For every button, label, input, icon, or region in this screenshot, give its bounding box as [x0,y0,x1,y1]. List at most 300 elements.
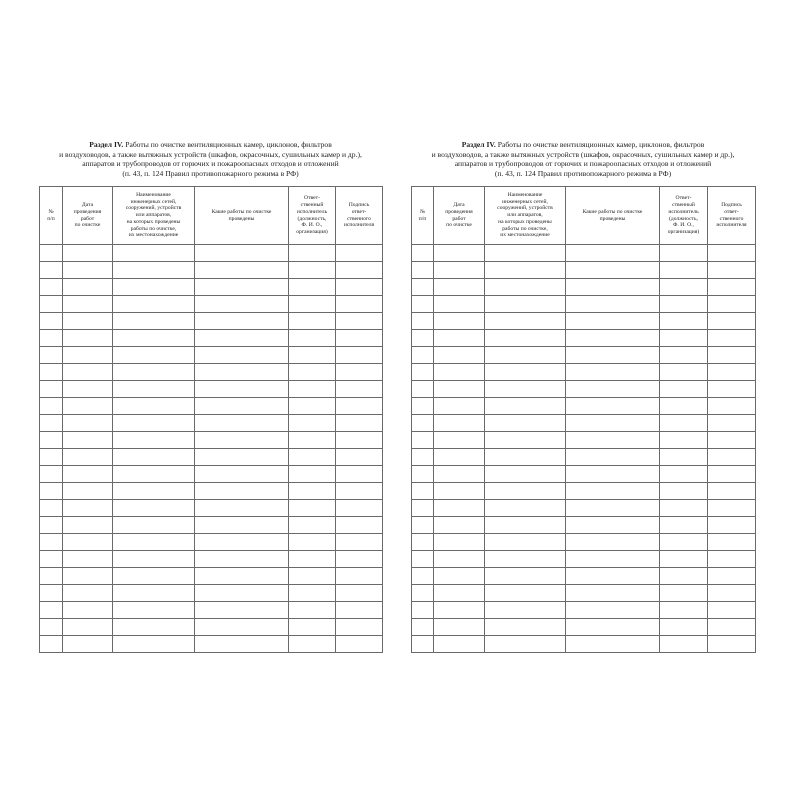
table-cell[interactable] [485,364,566,381]
table-cell[interactable] [485,432,566,449]
table-cell[interactable] [412,500,434,517]
table-cell[interactable] [195,364,289,381]
table-cell[interactable] [708,534,756,551]
table-cell[interactable] [660,381,708,398]
table-cell[interactable] [412,551,434,568]
table-cell[interactable] [63,636,113,653]
table-cell[interactable] [708,279,756,296]
table-cell[interactable] [289,245,336,262]
table-cell[interactable] [434,636,485,653]
table-cell[interactable] [412,364,434,381]
table-cell[interactable] [485,500,566,517]
table-cell[interactable] [434,245,485,262]
table-cell[interactable] [485,534,566,551]
table-cell[interactable] [113,364,195,381]
table-cell[interactable] [485,466,566,483]
table-cell[interactable] [708,415,756,432]
table-cell[interactable] [195,432,289,449]
table-cell[interactable] [40,602,63,619]
table-cell[interactable] [113,381,195,398]
table-cell[interactable] [412,619,434,636]
table-cell[interactable] [289,466,336,483]
table-cell[interactable] [195,500,289,517]
table-cell[interactable] [289,415,336,432]
table-cell[interactable] [485,381,566,398]
table-cell[interactable] [412,347,434,364]
table-cell[interactable] [40,534,63,551]
table-cell[interactable] [566,517,660,534]
table-cell[interactable] [566,534,660,551]
table-cell[interactable] [434,279,485,296]
table-cell[interactable] [485,636,566,653]
table-cell[interactable] [566,483,660,500]
table-cell[interactable] [566,619,660,636]
table-cell[interactable] [660,619,708,636]
table-cell[interactable] [63,296,113,313]
table-cell[interactable] [336,279,383,296]
table-cell[interactable] [566,466,660,483]
table-cell[interactable] [336,330,383,347]
table-row [412,245,756,262]
table-cell[interactable] [434,364,485,381]
table-cell[interactable] [660,330,708,347]
table-cell[interactable] [412,313,434,330]
table-cell[interactable] [566,347,660,364]
table-cell[interactable] [113,415,195,432]
table-cell[interactable] [195,534,289,551]
table-cell[interactable] [113,636,195,653]
table-cell[interactable] [434,381,485,398]
table-cell[interactable] [708,483,756,500]
table-cell[interactable] [63,466,113,483]
table-cell[interactable] [412,585,434,602]
table-cell[interactable] [40,500,63,517]
table-cell[interactable] [566,296,660,313]
table-cell[interactable] [40,313,63,330]
table-cell[interactable] [113,551,195,568]
journal-page-left [39,140,382,653]
table-cell[interactable] [63,364,113,381]
table-cell[interactable] [40,330,63,347]
table-cell[interactable] [63,483,113,500]
table-cell[interactable] [195,619,289,636]
table-cell[interactable] [40,619,63,636]
table-cell[interactable] [40,483,63,500]
table-cell[interactable] [113,432,195,449]
table-cell[interactable] [336,534,383,551]
table-cell[interactable] [289,381,336,398]
table-cell[interactable] [660,398,708,415]
table-cell[interactable] [566,398,660,415]
table-cell[interactable] [63,517,113,534]
table-cell[interactable] [195,415,289,432]
table-row [412,330,756,347]
table-cell[interactable] [485,585,566,602]
table-cell[interactable] [708,398,756,415]
table-cell[interactable] [289,398,336,415]
table-cell[interactable] [660,585,708,602]
table-cell[interactable] [485,483,566,500]
table-cell[interactable] [708,364,756,381]
table-cell[interactable] [336,364,383,381]
table-cell[interactable] [708,296,756,313]
table-cell[interactable] [63,449,113,466]
table-cell[interactable] [412,279,434,296]
table-cell[interactable] [434,483,485,500]
table-cell[interactable] [40,432,63,449]
table-cell[interactable] [434,568,485,585]
table-cell[interactable] [289,296,336,313]
table-cell[interactable] [412,415,434,432]
table-cell[interactable] [113,534,195,551]
table-cell[interactable] [485,517,566,534]
table-cell[interactable] [113,500,195,517]
table-cell[interactable] [660,483,708,500]
table-cell[interactable] [708,432,756,449]
table-cell[interactable] [289,330,336,347]
table-cell[interactable] [434,347,485,364]
table-cell[interactable] [336,415,383,432]
table-cell[interactable] [708,500,756,517]
table-cell[interactable] [566,313,660,330]
table-cell[interactable] [336,568,383,585]
table-cell[interactable] [113,585,195,602]
table-cell[interactable] [434,398,485,415]
table-cell[interactable] [195,245,289,262]
table-cell[interactable] [289,619,336,636]
table-cell[interactable] [336,245,383,262]
table-cell[interactable] [566,279,660,296]
journal-page-right [411,140,755,653]
table-cell[interactable] [289,568,336,585]
table-cell[interactable] [434,330,485,347]
table-cell[interactable] [113,466,195,483]
table-row [40,466,383,483]
table-cell[interactable] [336,466,383,483]
table-cell[interactable] [63,568,113,585]
table-cell[interactable] [566,245,660,262]
table-cell[interactable] [566,330,660,347]
table-cell[interactable] [63,398,113,415]
table-cell[interactable] [63,245,113,262]
table-cell[interactable] [708,517,756,534]
table-cell[interactable] [412,381,434,398]
table-cell[interactable] [40,466,63,483]
table-cell[interactable] [660,602,708,619]
table-cell[interactable] [40,381,63,398]
table-cell[interactable] [412,398,434,415]
table-cell[interactable] [289,432,336,449]
table-cell[interactable] [660,415,708,432]
table-cell[interactable] [566,500,660,517]
table-cell[interactable] [708,449,756,466]
table-cell[interactable] [195,466,289,483]
table-cell[interactable] [412,483,434,500]
table-cell[interactable] [660,551,708,568]
table-cell[interactable] [289,313,336,330]
table-cell[interactable] [660,466,708,483]
table-cell[interactable] [63,500,113,517]
table-cell[interactable] [708,551,756,568]
table-cell[interactable] [113,398,195,415]
table-cell[interactable] [566,364,660,381]
table-cell[interactable] [195,381,289,398]
table-cell[interactable] [566,262,660,279]
table-cell[interactable] [412,449,434,466]
table-cell[interactable] [412,534,434,551]
table-cell[interactable] [434,296,485,313]
table-cell[interactable] [660,432,708,449]
table-cell[interactable] [434,551,485,568]
table-cell[interactable] [412,466,434,483]
table-cell[interactable] [566,568,660,585]
table-cell[interactable] [63,585,113,602]
table-cell[interactable] [660,262,708,279]
table-cell[interactable] [485,449,566,466]
table-cell[interactable] [63,534,113,551]
table-cell[interactable] [40,364,63,381]
table-cell[interactable] [63,619,113,636]
table-cell[interactable] [63,313,113,330]
table-cell[interactable] [660,364,708,381]
table-cell[interactable] [195,551,289,568]
table-cell[interactable] [412,568,434,585]
table-cell[interactable] [113,279,195,296]
table-cell[interactable] [40,347,63,364]
table-cell[interactable] [708,347,756,364]
table-cell[interactable] [289,364,336,381]
table-cell[interactable] [195,313,289,330]
table-cell[interactable] [113,602,195,619]
table-cell[interactable] [485,551,566,568]
table-cell[interactable] [566,449,660,466]
table-cell[interactable] [336,262,383,279]
table-cell[interactable] [566,585,660,602]
table-cell[interactable] [660,534,708,551]
table-cell[interactable] [660,245,708,262]
table-cell[interactable] [40,568,63,585]
table-cell[interactable] [289,551,336,568]
table-cell[interactable] [195,568,289,585]
table-row [412,381,756,398]
table-cell[interactable] [336,551,383,568]
table-cell[interactable] [40,398,63,415]
table-cell[interactable] [412,636,434,653]
table-cell[interactable] [40,636,63,653]
table-cell[interactable] [566,636,660,653]
table-cell[interactable] [113,619,195,636]
table-cell[interactable] [63,262,113,279]
table-cell[interactable] [566,432,660,449]
table-cell[interactable] [485,296,566,313]
table-cell[interactable] [195,398,289,415]
table-cell[interactable] [336,585,383,602]
table-cell[interactable] [434,500,485,517]
table-cell[interactable] [289,517,336,534]
table-cell[interactable] [195,602,289,619]
table-cell[interactable] [195,262,289,279]
table-cell[interactable] [63,381,113,398]
table-cell[interactable] [434,415,485,432]
table-cell[interactable] [63,415,113,432]
table-cell[interactable] [412,330,434,347]
table-cell[interactable] [708,602,756,619]
table-cell[interactable] [40,245,63,262]
table-cell[interactable] [708,245,756,262]
table-cell[interactable] [289,262,336,279]
table-cell[interactable] [40,449,63,466]
table-cell[interactable] [63,602,113,619]
table-cell[interactable] [485,602,566,619]
table-cell[interactable] [660,568,708,585]
table-cell[interactable] [113,517,195,534]
table-cell[interactable] [289,636,336,653]
table-cell[interactable] [113,262,195,279]
table-row [40,500,383,517]
table-cell[interactable] [195,483,289,500]
table-cell[interactable] [336,313,383,330]
table-cell[interactable] [708,466,756,483]
table-cell[interactable] [434,534,485,551]
table-cell[interactable] [113,245,195,262]
table-cell[interactable] [289,483,336,500]
table-cell[interactable] [708,330,756,347]
table-cell[interactable] [434,432,485,449]
table-row [412,415,756,432]
table-cell[interactable] [412,296,434,313]
table-cell[interactable] [566,415,660,432]
table-cell[interactable] [708,381,756,398]
table-cell[interactable] [660,279,708,296]
table-cell[interactable] [63,330,113,347]
table-cell[interactable] [40,415,63,432]
table-cell[interactable] [708,636,756,653]
table-cell[interactable] [412,245,434,262]
table-cell[interactable] [485,568,566,585]
table-cell[interactable] [195,330,289,347]
table-cell[interactable] [336,517,383,534]
table-cell[interactable] [660,517,708,534]
table-row [412,483,756,500]
table-cell[interactable] [289,449,336,466]
table-cell[interactable] [485,330,566,347]
table-cell[interactable] [708,585,756,602]
table-cell[interactable] [336,449,383,466]
table-cell[interactable] [708,619,756,636]
table-cell[interactable] [113,347,195,364]
table-cell[interactable] [63,279,113,296]
table-cell[interactable] [336,619,383,636]
table-cell[interactable] [113,568,195,585]
table-cell[interactable] [708,568,756,585]
table-cell[interactable] [434,585,485,602]
table-cell[interactable] [708,313,756,330]
table-cell[interactable] [63,551,113,568]
table-cell[interactable] [485,619,566,636]
table-cell[interactable] [485,262,566,279]
table-cell[interactable] [336,347,383,364]
table-cell[interactable] [336,636,383,653]
table-cell[interactable] [63,432,113,449]
table-cell[interactable] [485,398,566,415]
table-cell[interactable] [289,500,336,517]
table-cell[interactable] [412,432,434,449]
table-cell[interactable] [660,313,708,330]
table-cell[interactable] [485,415,566,432]
table-cell[interactable] [434,517,485,534]
table-cell[interactable] [336,381,383,398]
table-cell[interactable] [485,313,566,330]
table-cell[interactable] [289,534,336,551]
table-cell[interactable] [660,449,708,466]
table-cell[interactable] [289,602,336,619]
table-cell[interactable] [336,432,383,449]
table-cell[interactable] [434,313,485,330]
table-cell[interactable] [566,551,660,568]
table-cell[interactable] [195,636,289,653]
table-cell[interactable] [40,296,63,313]
table-cell[interactable] [485,347,566,364]
table-cell[interactable] [566,602,660,619]
table-cell[interactable] [660,296,708,313]
table-cell[interactable] [195,449,289,466]
table-cell[interactable] [566,381,660,398]
table-cell[interactable] [195,517,289,534]
table-cell[interactable] [336,500,383,517]
table-cell[interactable] [434,449,485,466]
table-cell[interactable] [412,602,434,619]
table-cell[interactable] [485,279,566,296]
table-cell[interactable] [660,347,708,364]
table-cell[interactable] [113,483,195,500]
table-row [40,534,383,551]
table-cell[interactable] [485,245,566,262]
table-cell[interactable] [195,279,289,296]
table-cell[interactable] [113,330,195,347]
table-cell[interactable] [289,279,336,296]
table-cell[interactable] [434,466,485,483]
table-cell[interactable] [113,449,195,466]
table-cell[interactable] [434,262,485,279]
table-cell[interactable] [660,636,708,653]
table-cell[interactable] [195,296,289,313]
table-cell[interactable] [336,296,383,313]
table-cell[interactable] [40,551,63,568]
table-cell[interactable] [195,347,289,364]
table-cell[interactable] [195,585,289,602]
table-cell[interactable] [40,585,63,602]
table-row [40,585,383,602]
table-cell[interactable] [412,262,434,279]
table-cell[interactable] [289,347,336,364]
table-cell[interactable] [289,585,336,602]
table-cell[interactable] [40,517,63,534]
table-cell[interactable] [113,296,195,313]
table-cell[interactable] [660,500,708,517]
table-cell[interactable] [708,262,756,279]
table-cell[interactable] [336,602,383,619]
section-heading [411,140,755,186]
table-cell[interactable] [412,517,434,534]
table-cell[interactable] [336,483,383,500]
table-cell[interactable] [63,347,113,364]
table-cell[interactable] [40,279,63,296]
table-cell[interactable] [40,262,63,279]
table-cell[interactable] [336,398,383,415]
table-cell[interactable] [434,602,485,619]
table-cell[interactable] [113,313,195,330]
table-cell[interactable] [434,619,485,636]
